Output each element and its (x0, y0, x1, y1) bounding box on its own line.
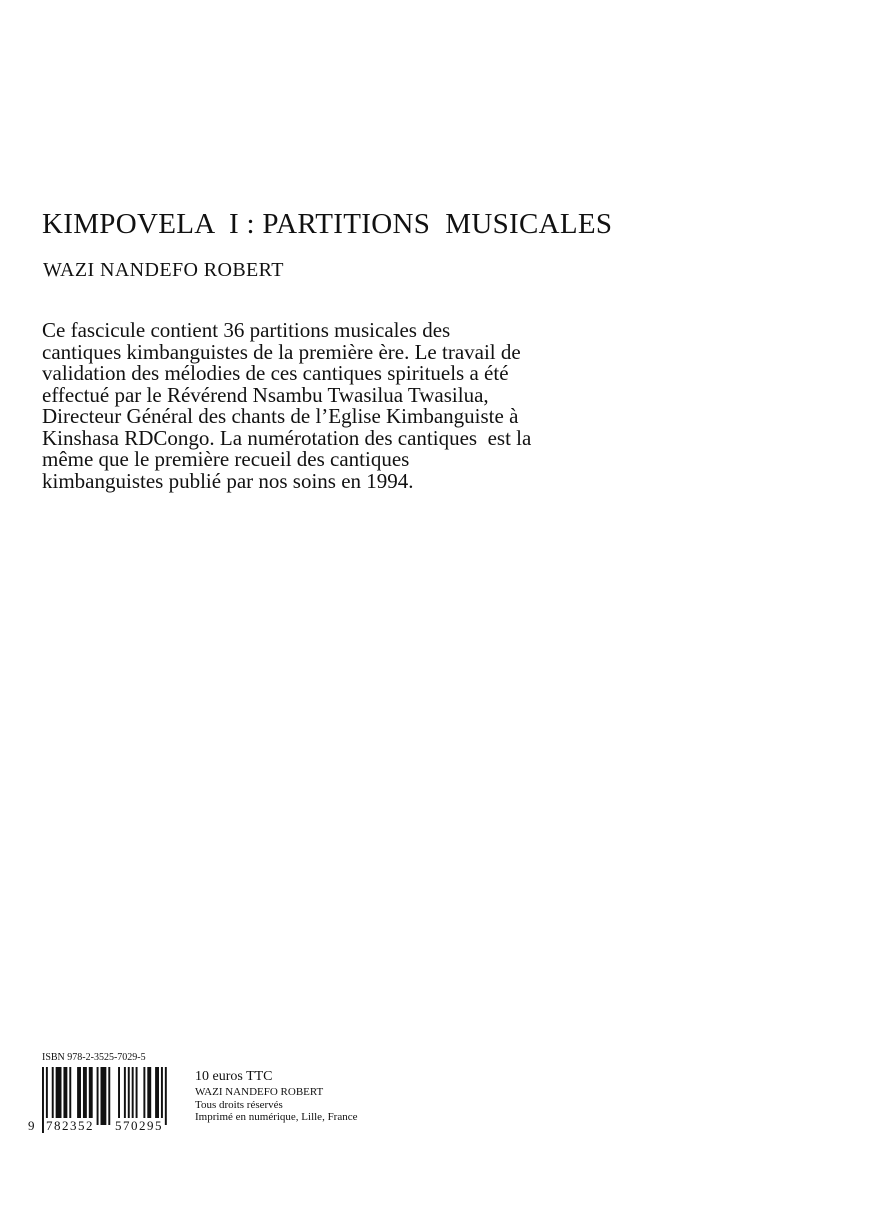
barcode-bar (165, 1067, 167, 1125)
description-line: effectué par le Révérend Nsambu Twasilua Twasilua, (42, 382, 489, 407)
barcode-bar (124, 1067, 126, 1125)
book-description (42, 320, 682, 492)
publisher: WAZI NANDEFO ROBERT (195, 1086, 324, 1098)
barcode-bar (118, 1067, 120, 1125)
barcode-bar (143, 1067, 145, 1125)
barcode-bar (147, 1067, 151, 1125)
book-author: WAZI NANDEFO ROBERT (43, 259, 284, 281)
description-line: Ce fascicule contient 36 partitions musicales des (42, 318, 451, 342)
isbn-label: ISBN 978-2-3525-7029-5 (42, 1052, 146, 1063)
barcode-bar (56, 1067, 62, 1125)
barcode-bar (108, 1067, 110, 1125)
barcode-bar (155, 1067, 159, 1125)
barcode-bar (101, 1067, 107, 1125)
printed-location: Imprimé en numérique, Lille, France (195, 1111, 358, 1123)
description-line: cantiques kimbanguistes de la première ère. Le travail de (42, 339, 521, 364)
barcode-bar (63, 1067, 67, 1125)
barcode-digit-first: 9 (28, 1118, 35, 1133)
barcode-bar (52, 1067, 54, 1125)
barcode-bar (77, 1067, 81, 1125)
barcode-digit-group-1: 782352 (46, 1118, 94, 1133)
barcode-bar (161, 1067, 163, 1125)
book-title: KIMPOVELA I : PARTITIONS MUSICALES (42, 208, 613, 240)
barcode-bar (69, 1067, 71, 1125)
barcode-digits (28, 1118, 174, 1134)
barcode-bar (89, 1067, 93, 1125)
description-line: validation des mélodies de ces cantiques spirituels a été (42, 361, 509, 385)
rights-notice: Tous droits réservés (195, 1099, 283, 1111)
description-line: même que le première recueil des cantiques (42, 447, 410, 471)
barcode-bar (83, 1067, 87, 1125)
barcode-bar (97, 1067, 99, 1125)
barcode-digit-group-2: 570295 (115, 1118, 163, 1133)
description-line: Directeur Général des chants de l’Eglise Kimbanguiste à (42, 404, 519, 428)
description-line: kimbanguistes publié par nos soins en 1994. (42, 468, 414, 493)
description-line: Kinshasa RDCongo. La numérotation des cantiques est la (42, 425, 532, 450)
price: 10 euros TTC (195, 1069, 273, 1084)
